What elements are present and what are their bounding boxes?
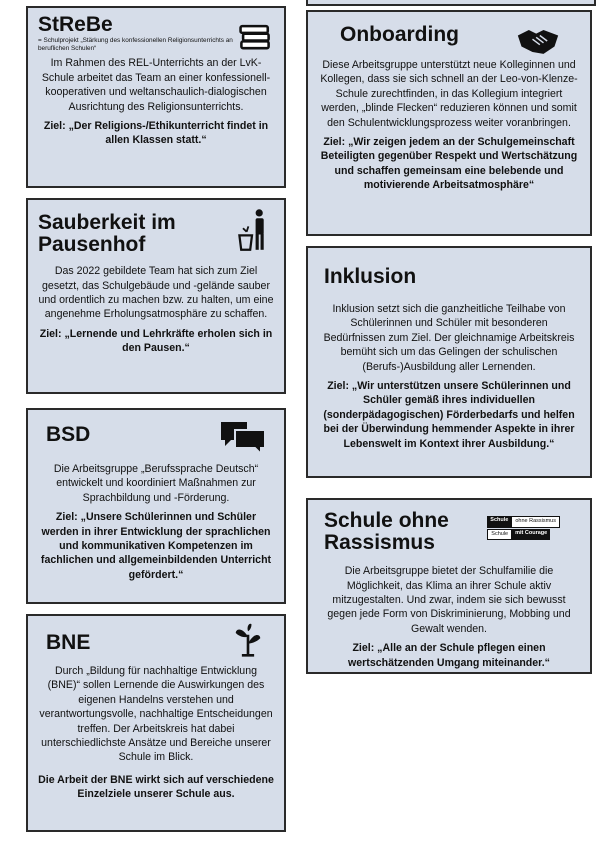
card-schule-ohne-rassismus [306, 498, 592, 674]
card-text: Durch „Bildung für nachhaltige Entwicklung (BNE)“ sollen Lernende die Auswirkungen des eigenen Handelns verstehen und verantwortungsvolle, nachhaltige Entscheidungen treffen. Der Arbeitskreis hat dabei unterschiedlichste Ansätze und Bereiche unserer Schule im Blick. [39, 665, 273, 764]
card-goal: Ziel: „Wir zeigen jedem an der Schulgemeinschaft Beteiligten gegenüber Respekt und Wertschätzung und schaffen gemeinsam eine belebende und motivierende Arbeitsatmosphäre“ [320, 136, 578, 192]
plant-icon [234, 622, 262, 658]
cutoff-card-edge [306, 0, 596, 6]
card-title: Inklusion [324, 265, 417, 288]
card-subtitle: = Schulprojekt „Stärkung des konfessionellen Religionsunterrichts an beruflichen Schulen“ [38, 37, 233, 52]
card-inklusion [306, 246, 592, 478]
card-text: Inklusion setzt sich die ganzheitliche Teilhabe von Schülerinnen und Schüler mit besonderen Bedürfnissen zum Ziel. Der gleichnamige Arbeitskreis bemüht sich um das Gelingen der schulischen (Berufs-)Ausbildung aller Lernenden. [323, 303, 575, 373]
trash-person-icon [234, 208, 270, 252]
card-onboarding [306, 10, 592, 236]
card-title: Sauberkeit im Pausenhof [38, 211, 176, 257]
card-title: BNE [46, 631, 91, 654]
card-goal: Ziel: „Wir unterstützen unsere Schülerinnen und Schüler gemäß ihres individuellen (sonderpädagogischen) Förderbedarfs und helfen bei der Überwindung hemmender Aspekte in ihrer Lebenswelt im Kontext ihrer Ausbildung.“ [323, 380, 575, 450]
card-goal: Ziel: „Unsere Schülerinnen und Schüler werden in ihrer Entwicklung der sprachlichen und kommunikativen Kompetenzen im fachlichen und allgemeinbildenden Unterricht gefördert.“ [40, 511, 272, 581]
card-title: BSD [46, 423, 91, 446]
card-bsd [26, 408, 286, 604]
card-goal: Ziel: „Lernende und Lehrkräfte erholen sich in den Pausen.“ [39, 327, 273, 355]
card-bne [26, 614, 286, 832]
card-sauberkeit [26, 198, 286, 394]
logo-text: ohne Rassismus [511, 516, 560, 528]
card-goal: Ziel: „Alle an der Schule pflegen einen wertschätzenden Umgang miteinander.“ [348, 642, 550, 669]
card-title: Onboarding [340, 23, 459, 46]
speech-bubbles-icon [218, 420, 268, 456]
handshake-icon [516, 26, 560, 56]
logo-text: Schule [487, 529, 512, 541]
card-text: Das 2022 gebildete Team hat sich zum Ziel gesetzt, das Schulgebäude und -gelände sauber und ordentlich zu machen bzw. zu halten, um eine angenehme Erholungsatmosphäre zu schaffen. [38, 265, 274, 321]
logo-text: Schule [487, 516, 511, 528]
card-title: Schule ohne Rassismus [324, 509, 449, 555]
card-text: Diese Arbeitsgruppe unterstützt neue Kolleginnen und Kollegen, dass sie sich schnell an der Leo-von-Klenze-Schule zurechtfinden, in das Kollegium integriert werden, „blinde Flecken“ reduzieren können und somit den Schulentwicklungsprozess weiter voranbringen. [320, 59, 578, 129]
logo-text: mit Courage [512, 529, 550, 541]
card-strebe [26, 6, 286, 188]
card-text: Im Rahmen des REL-Unterrichts an der LvK-Schule arbeitet das Team an einer konfessionell-kooperativen und weltanschaulich-dialogischen Ausrichtung des Religionsunterrichts. [41, 57, 271, 113]
card-text: Die Arbeitsgruppe bietet der Schulfamilie die Möglichkeit, das Klima an ihrer Schule aktiv mitzugestalten. Und zwar, indem sie sich bewusst gegen jede Form von Diskriminierung, Mobbing und Gewalt wenden. [327, 565, 571, 635]
schule-ohne-rassismus-logo [487, 516, 560, 541]
card-goal: Ziel: „Der Religions-/Ethikunterricht findet in allen Klassen statt.“ [43, 120, 269, 147]
card-goal: Die Arbeit der BNE wirkt sich auf verschiedene Einzelziele unserer Schule aus. [38, 773, 274, 801]
card-text: Die Arbeitsgruppe „Berufssprache Deutsch“ entwickelt und koordiniert Maßnahmen zur Sprachbildung und -Förderung. [53, 463, 259, 504]
books-icon [238, 22, 272, 54]
card-title: StReBe [38, 13, 113, 36]
